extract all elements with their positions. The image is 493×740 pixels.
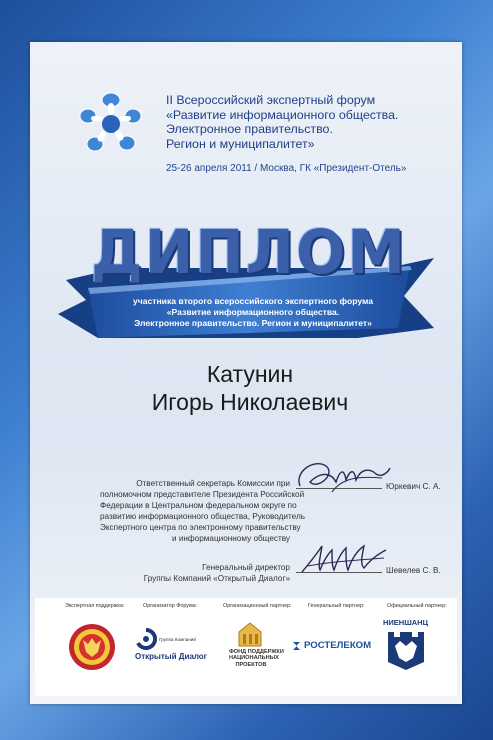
signatory-title-line: развитию информационного общества, Руководитель xyxy=(100,512,305,521)
fund-building-icon xyxy=(235,620,265,648)
signatory-title-line: Ответственный секретарь Комиссии при xyxy=(136,479,290,488)
forum-title xyxy=(166,93,436,151)
diploma-heading: ДИПЛОМ xyxy=(91,216,407,288)
eagle-emblem-icon xyxy=(67,622,117,672)
signatory-2-name: Шевелев С. В. xyxy=(386,566,441,575)
otkrytyi-dialog-logo-icon xyxy=(135,628,157,650)
fund-name xyxy=(229,649,284,668)
signatory-1-name: Юркевич С. А. xyxy=(386,482,441,491)
sponsor-label: Экспертная поддержка: xyxy=(65,603,125,609)
fund-name-line: НАЦИОНАЛЬНЫХ xyxy=(229,655,279,662)
rostelecom-logo-icon xyxy=(291,640,303,652)
organizer-name: Открытый Диалог xyxy=(135,652,208,661)
signatory-title-line: и информационному обществу xyxy=(171,534,290,543)
signatory-title-line: Группы Компаний «Открытый Диалог» xyxy=(143,574,290,583)
forum-title-line: II Всероссийский экспертный форум xyxy=(166,93,376,107)
sponsors-strip xyxy=(35,598,457,696)
sponsor-label: Генеральный партнер: xyxy=(308,603,365,609)
official-partner-name: НИЕНШАНЦ xyxy=(383,618,429,627)
recipient-given-names: Игорь Николаевич xyxy=(151,389,349,415)
signatory-title-line: Федерации в Центральном федеральном округе по xyxy=(100,501,297,510)
organizer-group-label: Группа Компаний xyxy=(159,637,196,642)
forum-title-line: «Развитие информационного общества. xyxy=(166,107,399,122)
signatory-1-title xyxy=(100,478,305,544)
sponsor-label: Организатор Форума: xyxy=(143,603,198,609)
fund-name-line: ФОНД ПОДДЕРЖКИ xyxy=(229,649,284,655)
recipient-name xyxy=(80,360,420,416)
forum-date-place: 25-26 апреля 2011 / Москва, ГК «Президент-Отель» xyxy=(166,163,407,174)
signature-1-image xyxy=(292,452,392,500)
banner-line: «Развитие информационного общества. xyxy=(166,307,340,317)
general-partner-name: РОСТЕЛЕКОМ xyxy=(304,640,372,651)
nienshants-fortress-icon xyxy=(385,628,427,672)
forum-hands-logo-icon xyxy=(75,88,147,160)
signatory-title-line: полномочном представителе Президента Российской xyxy=(100,490,305,499)
signatory-title-line: Экспертного центра по электронному правительству xyxy=(100,523,301,532)
signatory-title-line: Генеральный директор xyxy=(202,563,290,572)
recipient-surname: Катунин xyxy=(206,361,294,387)
banner-line: Электронное правительство. Регион и муниципалитет» xyxy=(134,318,372,328)
diploma-banner-text xyxy=(118,296,388,329)
banner-line: участника второго всероссийского экспертного форума xyxy=(132,296,374,306)
sponsor-label: Организационный партнер: xyxy=(223,603,292,609)
fund-name-line: ПРОЕКТОВ xyxy=(235,661,267,668)
forum-title-line: Электронное правительство. xyxy=(166,122,333,136)
signature-2-image xyxy=(298,536,390,580)
sponsor-label: Официальный партнер: xyxy=(387,603,447,609)
forum-title-line: Регион и муниципалитет» xyxy=(166,136,315,151)
signatory-2-title xyxy=(110,562,290,584)
